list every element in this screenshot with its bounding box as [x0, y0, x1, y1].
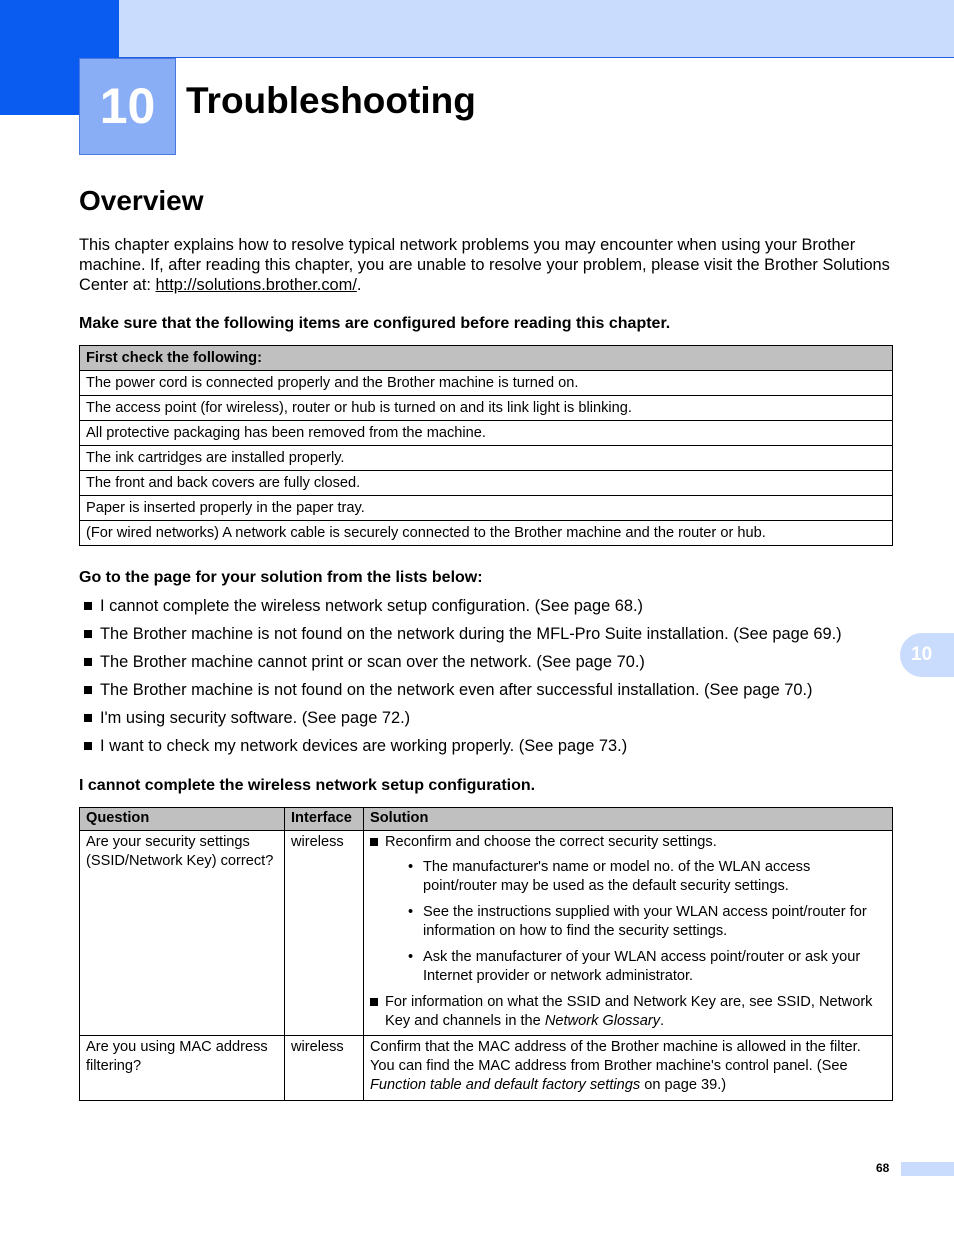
table-row: [80, 831, 893, 1036]
square-bullet-icon: [370, 998, 378, 1006]
check-row: Paper is inserted properly in the paper tray.: [80, 496, 893, 521]
check-row: The power cord is connected properly and the Brother machine is turned on.: [80, 371, 893, 396]
problem-item: I'm using security software. (See page 72.): [84, 708, 842, 736]
question-cell: Are you using MAC address filtering?: [80, 1036, 285, 1101]
solution-table: [79, 807, 893, 1101]
footer-bar: [901, 1162, 954, 1176]
solution-sub-list: [370, 858, 886, 986]
wireless-heading: I cannot complete the wireless network setup configuration.: [79, 777, 536, 794]
solution-point: For information on what the SSID and Network Key are, see SSID, Network Key and channels in the Network Glossary.: [370, 993, 886, 1031]
square-bullet-icon: [370, 838, 378, 846]
bullet-dot-icon: •: [408, 859, 414, 875]
problem-item: The Brother machine cannot print or scan over the network. (See page 70.): [84, 652, 842, 680]
square-bullet-icon: [84, 714, 92, 722]
sub-point: • The manufacturer's name or model no. of the WLAN access point/router may be used as the default security settings.: [408, 859, 811, 894]
sub-point: • Ask the manufacturer of your WLAN access point/router or ask your Internet provider or network administrator.: [408, 949, 861, 984]
page-number: 68: [876, 1161, 890, 1175]
square-bullet-icon: [84, 630, 92, 638]
bullet-dot-icon: •: [408, 949, 414, 965]
interface-cell: wireless: [285, 831, 364, 1036]
intro-text: This chapter explains how to resolve typical network problems you may encounter when using your Brother machine. If, after reading this chapter, you are unable to resolve your problem, please visit the Brother Solutions Center at:: [79, 236, 890, 294]
solutions-center-link[interactable]: http://solutions.brother.com/: [155, 276, 357, 294]
header-band: [0, 0, 954, 58]
square-bullet-icon: [84, 686, 92, 694]
intro-paragraph: [79, 235, 899, 295]
solution-cell: Confirm that the MAC address of the Brother machine is allowed in the filter. You can find the MAC address from Brother machine's control panel. (See Function table and default factory settings on page 39.): [364, 1036, 893, 1101]
chapter-title: Troubleshooting: [186, 80, 476, 121]
square-bullet-icon: [84, 602, 92, 610]
problem-item: The Brother machine is not found on the network during the MFL-Pro Suite installation. (See page 69.): [84, 624, 842, 652]
check-row: All protective packaging has been removed from the machine.: [80, 421, 893, 446]
square-bullet-icon: [84, 658, 92, 666]
first-check-table: [79, 345, 893, 546]
problem-list: [84, 596, 842, 764]
table-row: [80, 1036, 893, 1101]
intro-end: .: [356, 276, 362, 294]
goto-heading: Go to the page for your solution from the lists below:: [79, 569, 483, 586]
function-table-ref: Function table and default factory settings: [370, 1077, 641, 1093]
col-solution: Solution: [364, 808, 893, 831]
check-heading: Make sure that the following items are configured before reading this chapter.: [79, 315, 671, 332]
network-glossary-ref: Network Glossary: [544, 1013, 660, 1029]
chapter-number: 10: [79, 58, 176, 155]
question-cell: Are your security settings (SSID/Network Key) correct?: [80, 831, 285, 1036]
problem-item: I cannot complete the wireless network setup configuration. (See page 68.): [84, 596, 842, 624]
check-row: The access point (for wireless), router or hub is turned on and its link light is blinking.: [80, 396, 893, 421]
check-row: The ink cartridges are installed properly.: [80, 446, 893, 471]
bullet-dot-icon: •: [408, 904, 414, 920]
sub-point: • See the instructions supplied with your WLAN access point/router for information on how to find the security settings.: [408, 904, 867, 939]
solution-cell: [364, 831, 893, 1036]
col-question: Question: [80, 808, 285, 831]
col-interface: Interface: [285, 808, 364, 831]
section-title: Overview: [79, 185, 204, 216]
chapter-side-tab: 10: [900, 633, 954, 677]
solution-point: Reconfirm and choose the correct security settings.: [370, 833, 886, 852]
check-table-header: First check the following:: [80, 346, 893, 371]
square-bullet-icon: [84, 742, 92, 750]
interface-cell: wireless: [285, 1036, 364, 1101]
check-row: The front and back covers are fully closed.: [80, 471, 893, 496]
problem-item: I want to check my network devices are working properly. (See page 73.): [84, 736, 842, 764]
check-row: (For wired networks) A network cable is securely connected to the Brother machine and the router or hub.: [80, 521, 893, 546]
problem-item: The Brother machine is not found on the network even after successful installation. (See page 70.): [84, 680, 842, 708]
